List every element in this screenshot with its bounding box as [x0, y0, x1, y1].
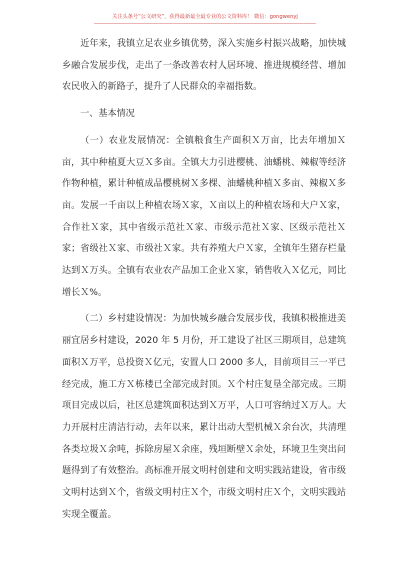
- agriculture-paragraph: （一）农业发展情况：全镇粮食生产面积Ｘ万亩，比去年增加Ｘ亩，其中种植夏大豆Ｘ多亩。全镇大力引进樱桃、油蟠桃、辣椒等经济作物种植，累计种植成品樱桃树Ｘ多棵、油蟠桃种植Ｘ多亩、辣椒Ｘ多亩。发展一千亩以上种植农场Ｘ家，Ｘ亩以上的种植农场和大户Ｘ家，合作社Ｘ家，其中省级示范社Ｘ家、市级示范社Ｘ家、区级示范社Ｘ家；省级社Ｘ家、市级社Ｘ家。共有养殖大户Ｘ家，全镇年生猪存栏量达到Ｘ万头。全镇有农业农产品加工企业Ｘ家，销售收入Ｘ亿元，同比增长Ｘ%。: [62, 135, 346, 298]
- section-heading: 一、基本情况: [80, 109, 135, 120]
- watermark-banner: 关注头条号“公文研究”，获得最新最全最专业的公文资料库！ 微信：gongwenyj: [94, 12, 316, 24]
- document-body: [62, 34, 346, 526]
- rural-construction-paragraph: （二）乡村建设情况：为加快城乡融合发展步伐，我镇积极推进美丽宜居乡村建设，2020 年 5 月份，开工建设了社区三期项目，总建筑面积Ｘ万平，总投资Ｘ亿元，安置人口 2000 多人，目前项目三一平已经完成，施工方Ｘ栋楼已全部完成封顶。Ｘ个村庄复垦全部完成。三期项目完成以后，社区总建筑面积达到Ｘ万平，人口可容纳过Ｘ万人。大力开展村庄清洁行动，去年以来，累计出动大型机械Ｘ余台次，共清理各类垃圾Ｘ余吨，拆除房屋Ｘ余座，残垣断壁Ｘ余处，环境卫生突出问题得到了有效整治。高标准开展文明村创建和文明实践站建设，省市级文明村达到Ｘ个，省级文明村庄Ｘ个，市级文明村庄Ｘ个，文明实践站实现全覆盖。: [62, 314, 346, 520]
- intro-paragraph: 近年来，我镇立足农业乡镇优势，深入实施乡村振兴战略，加快城乡融合发展步伐，走出了一条改善农村人居环境、推进规模经营、增加农民收入的新路子，提升了人民群众的幸福指数。: [62, 39, 346, 93]
